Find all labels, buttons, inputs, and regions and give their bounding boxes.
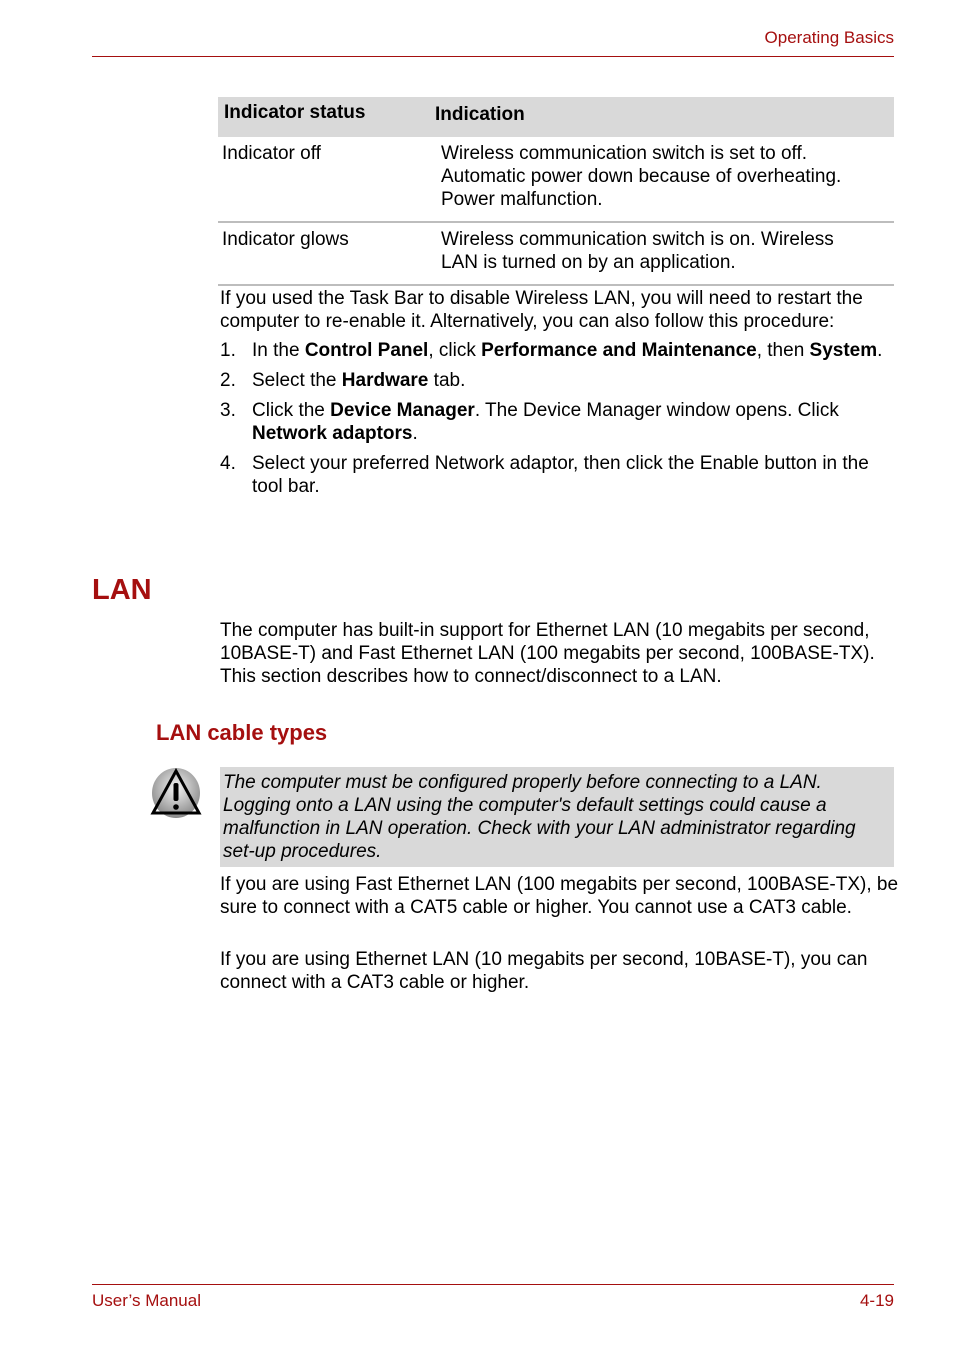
ui-term: Network adaptors xyxy=(252,423,413,444)
ui-term: Control Panel xyxy=(304,340,429,361)
header-section-title: Operating Basics xyxy=(764,28,894,47)
table-header-row xyxy=(218,97,894,137)
status-cell: Indicator off xyxy=(218,137,418,222)
step-number: 4. xyxy=(220,453,236,474)
column-header-status: Indicator status xyxy=(218,97,418,137)
ui-term: Device Manager xyxy=(330,400,475,421)
indication-line: Wireless communication switch is set to off. xyxy=(441,143,808,164)
procedure-steps xyxy=(220,339,900,498)
step-text: Select your preferred Network adaptor, then click the Enable button in the tool bar. xyxy=(252,453,869,497)
step-text: Select the xyxy=(252,370,342,391)
indication-line: Wireless communication switch is on. Wireless xyxy=(441,229,834,250)
step-number: 1. xyxy=(220,340,236,361)
procedure-section xyxy=(220,287,900,505)
procedure-step xyxy=(220,369,900,392)
step-text: tab. xyxy=(428,370,466,391)
ui-term: System xyxy=(809,340,878,361)
section-heading-lan: LAN xyxy=(92,574,152,606)
indication-cell xyxy=(418,137,894,222)
caution-text: The computer must be configured properly before connecting to a LAN. Logging onto a LAN using the computer's default settings could cause a malfunction in LAN operation. Check with your LAN administrator regarding set-up procedures. xyxy=(223,772,856,862)
step-number: 2. xyxy=(220,370,236,391)
step-text: . xyxy=(877,340,883,361)
step-text: . xyxy=(412,423,418,444)
ui-term: Hardware xyxy=(341,370,429,391)
step-text: Click the xyxy=(252,400,331,421)
status-cell: Indicator glows xyxy=(218,222,418,285)
indication-cell xyxy=(418,222,894,285)
footer-rule xyxy=(92,1284,894,1285)
column-header-indication: Indication xyxy=(418,97,894,137)
step-text: , click xyxy=(428,340,482,361)
indication-line: Automatic power down because of overheating. xyxy=(441,166,842,187)
indication-line: LAN is turned on by an application. xyxy=(441,252,736,273)
subheading-lan-cable-types: LAN cable types xyxy=(156,720,328,745)
fast-ethernet-paragraph: If you are using Fast Ethernet LAN (100 megabits per second, 100BASE-TX), be sure to connect with a CAT5 cable or higher. You cannot use a CAT3 cable. xyxy=(220,874,899,918)
warning-triangle-icon xyxy=(150,767,202,819)
procedure-step xyxy=(220,452,900,498)
header-rule xyxy=(92,56,894,57)
lan-intro-paragraph: The computer has built-in support for Ethernet LAN (10 megabits per second, 10BASE-T) and Fast Ethernet LAN (100 megabits per second, 100BASE-TX). This section describes how to connect/disconnect to a LAN. xyxy=(220,620,875,687)
indication-line: Power malfunction. xyxy=(441,189,603,210)
step-number: 3. xyxy=(220,400,236,421)
page-number: 4-19 xyxy=(859,1291,894,1310)
procedure-step xyxy=(220,399,900,445)
ethernet-paragraph: If you are using Ethernet LAN (10 megabits per second, 10BASE-T), you can connect with a CAT3 cable or higher. xyxy=(220,949,868,993)
intro-paragraph: If you used the Task Bar to disable Wireless LAN, you will need to restart the computer to re-enable it. Alternatively, you can also follow this procedure: xyxy=(220,288,863,332)
table-row xyxy=(218,222,894,285)
caution-note xyxy=(220,767,894,867)
footer-manual-title: User’s Manual xyxy=(92,1291,201,1310)
indicator-table xyxy=(218,97,894,286)
step-text: In the xyxy=(252,340,305,361)
step-text: , then xyxy=(756,340,810,361)
table-row xyxy=(218,137,894,222)
procedure-step xyxy=(220,339,900,362)
step-text: . The Device Manager window opens. Click xyxy=(474,400,839,421)
ui-term: Performance and Maintenance xyxy=(481,340,757,361)
